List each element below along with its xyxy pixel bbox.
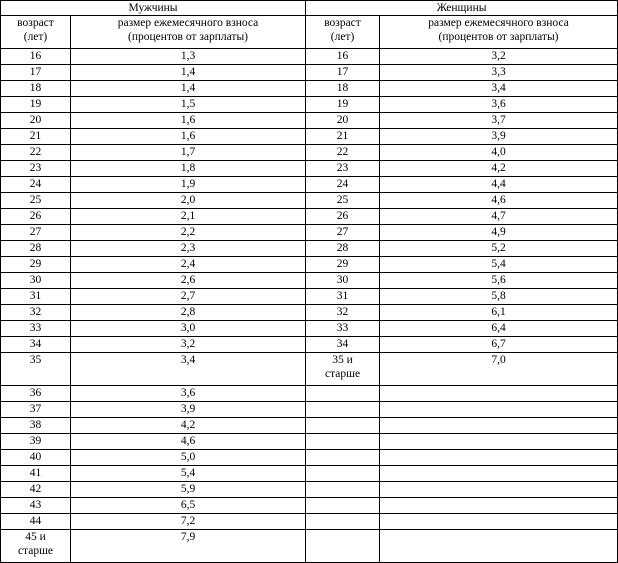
men-rate-cell: 1,6 (71, 129, 306, 145)
women-age-cell: 33 (306, 321, 380, 337)
men-rate-cell: 5,0 (71, 450, 306, 466)
men-age-cell: 39 (1, 434, 71, 450)
men-age-cell: 35 (1, 353, 71, 386)
men-age-cell: 22 (1, 145, 71, 161)
women-age-cell: 19 (306, 97, 380, 113)
women-age-header: возраст (лет) (306, 16, 380, 49)
women-rate-cell: 3,9 (380, 129, 618, 145)
women-rate-header: размер ежемесячного взноса (процентов от зарплаты) (380, 16, 618, 49)
men-age-cell: 21 (1, 129, 71, 145)
women-rate-cell: 4,9 (380, 225, 618, 241)
men-age-header: возраст (лет) (1, 16, 71, 49)
women-rate-cell: 5,4 (380, 257, 618, 273)
men-rate-cell: 1,4 (71, 81, 306, 97)
table-row (1, 418, 618, 434)
women-rate-cell: 5,2 (380, 241, 618, 257)
men-rate-cell: 2,8 (71, 305, 306, 321)
men-rate-cell: 3,6 (71, 386, 306, 402)
women-age-cell (306, 402, 380, 418)
table-row (1, 466, 618, 482)
women-rate-cell: 3,6 (380, 97, 618, 113)
men-rate-cell: 2,2 (71, 225, 306, 241)
women-age-cell: 29 (306, 257, 380, 273)
table-body (1, 49, 618, 563)
men-age-cell: 20 (1, 113, 71, 129)
men-age-cell: 27 (1, 225, 71, 241)
table-row (1, 498, 618, 514)
men-age-cell: 36 (1, 386, 71, 402)
men-age-cell: 19 (1, 97, 71, 113)
men-rate-cell: 1,8 (71, 161, 306, 177)
women-rate-cell: 4,7 (380, 209, 618, 225)
women-rate-cell (380, 466, 618, 482)
table-row (1, 209, 618, 225)
men-rate-cell: 3,9 (71, 402, 306, 418)
men-age-cell: 34 (1, 337, 71, 353)
men-age-cell: 29 (1, 257, 71, 273)
men-age-cell: 38 (1, 418, 71, 434)
women-age-cell: 31 (306, 289, 380, 305)
men-age-cell: 31 (1, 289, 71, 305)
men-rate-cell: 4,6 (71, 434, 306, 450)
men-rate-cell: 3,2 (71, 337, 306, 353)
table-row (1, 193, 618, 209)
women-age-cell: 24 (306, 177, 380, 193)
table-row (1, 81, 618, 97)
men-age-cell: 30 (1, 273, 71, 289)
table-row (1, 353, 618, 386)
women-age-cell: 35 и старше (306, 353, 380, 386)
women-rate-cell: 3,7 (380, 113, 618, 129)
women-age-cell (306, 386, 380, 402)
table-row (1, 161, 618, 177)
table-row (1, 113, 618, 129)
women-rate-cell: 5,6 (380, 273, 618, 289)
women-rate-cell (380, 514, 618, 530)
table-row (1, 177, 618, 193)
men-age-cell: 44 (1, 514, 71, 530)
men-rate-cell: 1,6 (71, 113, 306, 129)
men-age-cell: 45 и старше (1, 530, 71, 563)
women-age-cell: 17 (306, 65, 380, 81)
women-rate-cell (380, 482, 618, 498)
women-rate-cell (380, 450, 618, 466)
women-rate-cell (380, 498, 618, 514)
women-age-cell (306, 450, 380, 466)
women-age-cell (306, 482, 380, 498)
table-row (1, 241, 618, 257)
women-age-cell: 26 (306, 209, 380, 225)
table-row (1, 530, 618, 563)
women-age-cell: 28 (306, 241, 380, 257)
men-age-cell: 33 (1, 321, 71, 337)
women-rate-cell: 6,1 (380, 305, 618, 321)
table-row (1, 337, 618, 353)
table-row (1, 145, 618, 161)
men-rate-cell: 3,0 (71, 321, 306, 337)
women-rate-cell (380, 402, 618, 418)
men-rate-cell: 5,4 (71, 466, 306, 482)
women-rate-cell (380, 386, 618, 402)
men-age-cell: 17 (1, 65, 71, 81)
men-age-cell: 37 (1, 402, 71, 418)
women-group-header: Женщины (306, 1, 618, 16)
women-rate-cell: 5,8 (380, 289, 618, 305)
women-rate-cell: 4,2 (380, 161, 618, 177)
women-age-cell (306, 498, 380, 514)
men-age-cell: 32 (1, 305, 71, 321)
men-age-cell: 42 (1, 482, 71, 498)
men-age-cell: 40 (1, 450, 71, 466)
table-row (1, 434, 618, 450)
table-row (1, 289, 618, 305)
women-rate-cell: 4,0 (380, 145, 618, 161)
women-rate-cell: 3,4 (380, 81, 618, 97)
men-age-cell: 25 (1, 193, 71, 209)
men-rate-cell: 1,5 (71, 97, 306, 113)
table-row (1, 402, 618, 418)
men-age-cell: 24 (1, 177, 71, 193)
men-group-header: Мужчины (1, 1, 306, 16)
women-rate-cell: 4,4 (380, 177, 618, 193)
women-age-cell: 32 (306, 305, 380, 321)
table-row (1, 305, 618, 321)
women-age-cell: 23 (306, 161, 380, 177)
men-rate-cell: 1,9 (71, 177, 306, 193)
women-age-cell (306, 514, 380, 530)
women-age-cell: 27 (306, 225, 380, 241)
men-rate-cell: 1,4 (71, 65, 306, 81)
men-rate-cell: 3,4 (71, 353, 306, 386)
men-rate-cell: 6,5 (71, 498, 306, 514)
women-age-cell: 30 (306, 273, 380, 289)
table-row (1, 49, 618, 65)
men-age-cell: 41 (1, 466, 71, 482)
women-age-cell (306, 466, 380, 482)
women-rate-cell: 6,4 (380, 321, 618, 337)
women-age-cell: 25 (306, 193, 380, 209)
men-rate-header: размер ежемесячного взноса (процентов от зарплаты) (71, 16, 306, 49)
table-row (1, 386, 618, 402)
men-rate-cell: 5,9 (71, 482, 306, 498)
women-age-cell (306, 434, 380, 450)
women-age-cell (306, 418, 380, 434)
table-row (1, 482, 618, 498)
men-age-cell: 26 (1, 209, 71, 225)
table-row (1, 514, 618, 530)
women-rate-cell (380, 530, 618, 563)
men-rate-cell: 2,3 (71, 241, 306, 257)
women-rate-cell: 6,7 (380, 337, 618, 353)
men-age-cell: 23 (1, 161, 71, 177)
men-rate-cell: 2,1 (71, 209, 306, 225)
men-rate-cell: 2,6 (71, 273, 306, 289)
table-row (1, 257, 618, 273)
women-rate-cell (380, 418, 618, 434)
men-rate-cell: 7,9 (71, 530, 306, 563)
men-rate-cell: 2,0 (71, 193, 306, 209)
women-rate-cell: 3,2 (380, 49, 618, 65)
men-age-cell: 43 (1, 498, 71, 514)
women-rate-cell (380, 434, 618, 450)
women-age-cell: 22 (306, 145, 380, 161)
women-rate-cell: 7,0 (380, 353, 618, 386)
table-row (1, 97, 618, 113)
men-rate-cell: 2,4 (71, 257, 306, 273)
women-age-cell (306, 530, 380, 563)
women-age-cell: 18 (306, 81, 380, 97)
table-row (1, 273, 618, 289)
women-rate-cell: 4,6 (380, 193, 618, 209)
women-rate-cell: 3,3 (380, 65, 618, 81)
women-age-cell: 21 (306, 129, 380, 145)
men-age-cell: 18 (1, 81, 71, 97)
men-rate-cell: 2,7 (71, 289, 306, 305)
women-age-cell: 16 (306, 49, 380, 65)
men-rate-cell: 1,3 (71, 49, 306, 65)
women-age-cell: 34 (306, 337, 380, 353)
table-row (1, 321, 618, 337)
men-age-cell: 16 (1, 49, 71, 65)
table-row (1, 129, 618, 145)
men-rate-cell: 7,2 (71, 514, 306, 530)
table-row (1, 225, 618, 241)
men-rate-cell: 4,2 (71, 418, 306, 434)
table-row (1, 450, 618, 466)
women-age-cell: 20 (306, 113, 380, 129)
men-rate-cell: 1,7 (71, 145, 306, 161)
men-age-cell: 28 (1, 241, 71, 257)
table-row (1, 65, 618, 81)
